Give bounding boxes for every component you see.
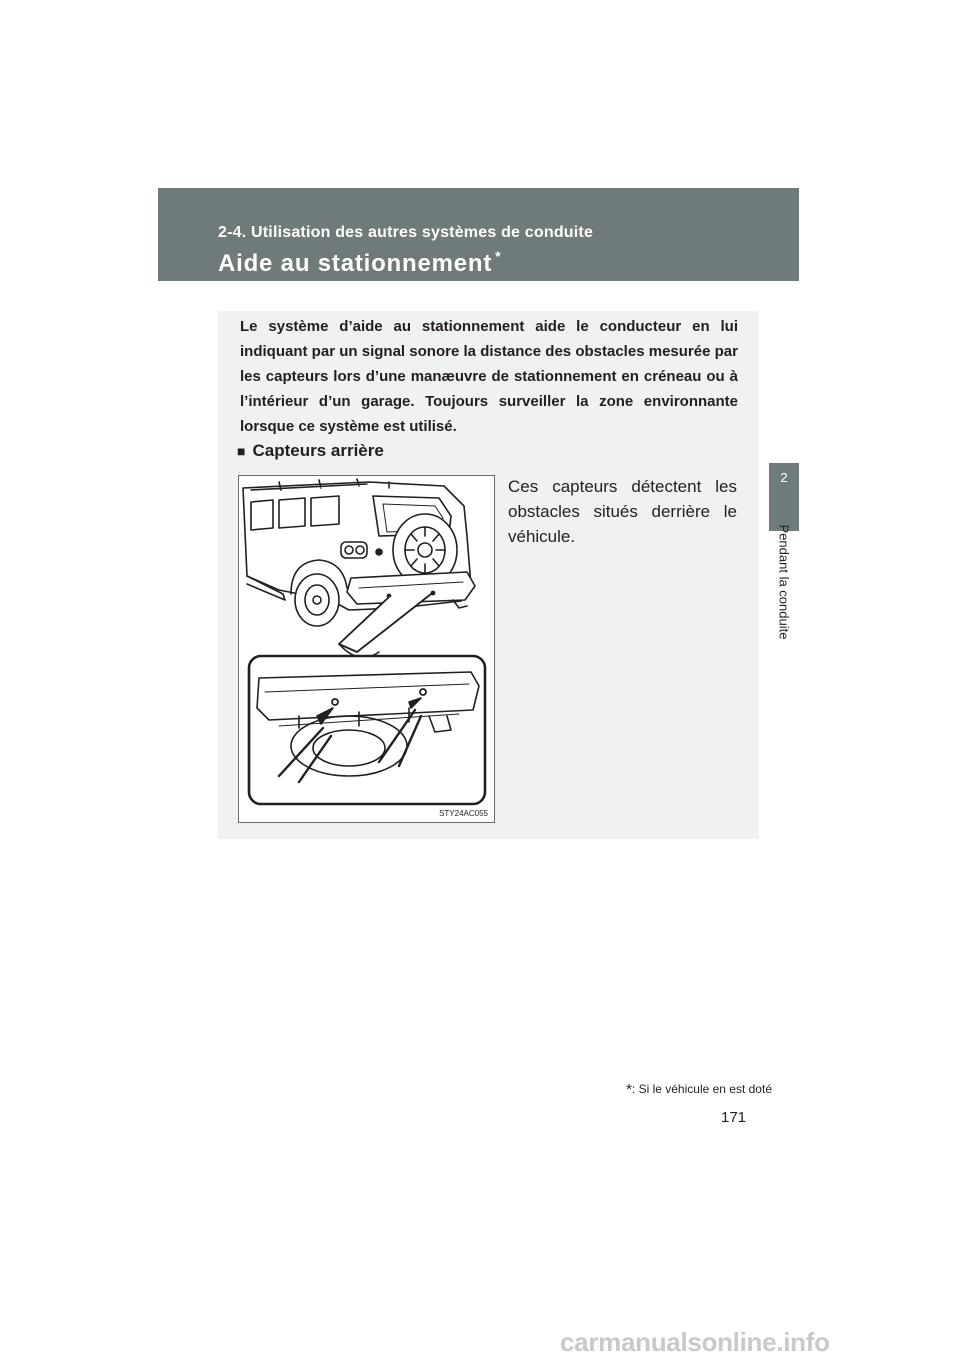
vehicle-rear-sensors-drawing [239,476,494,822]
page-number: 171 [721,1109,747,1126]
illustration-code: STY24AC055 [439,809,488,818]
sensor-description: Ces capteurs détectent les obstacles situés derrière le véhicule. [508,477,737,546]
title-asterisk: * [495,248,502,264]
watermark: carmanualsonline.info [560,1327,830,1357]
intro-paragraph: Le système d’aide au stationnement aide le conducteur en lui indiquant par un signal sonore la distance des obstacles mesurée par les capteurs lors d’une manæuvre de stationnement en créneau ou à l’intérieur d’un garage. Toujours surveiller la zone environnante lorsque ce système est utilisé. [240,318,738,435]
chapter-tab-number: 2 [780,470,788,485]
chapter-side-label-text: Pendant la conduite [776,524,792,640]
square-bullet-icon: ■ [237,443,246,459]
rear-sensors-illustration [238,475,495,823]
page-title-text: Aide au stationnement [218,250,493,277]
subheading-text: Capteurs arrière [252,441,384,460]
footnote [626,1081,772,1098]
page-title [218,248,501,278]
section-label: 2-4. Utilisation des autres systèmes de conduite [218,224,594,241]
footnote-asterisk: * [626,1081,632,1098]
footnote-text: : Si le véhicule en est doté [631,1082,772,1096]
subheading [237,441,384,461]
